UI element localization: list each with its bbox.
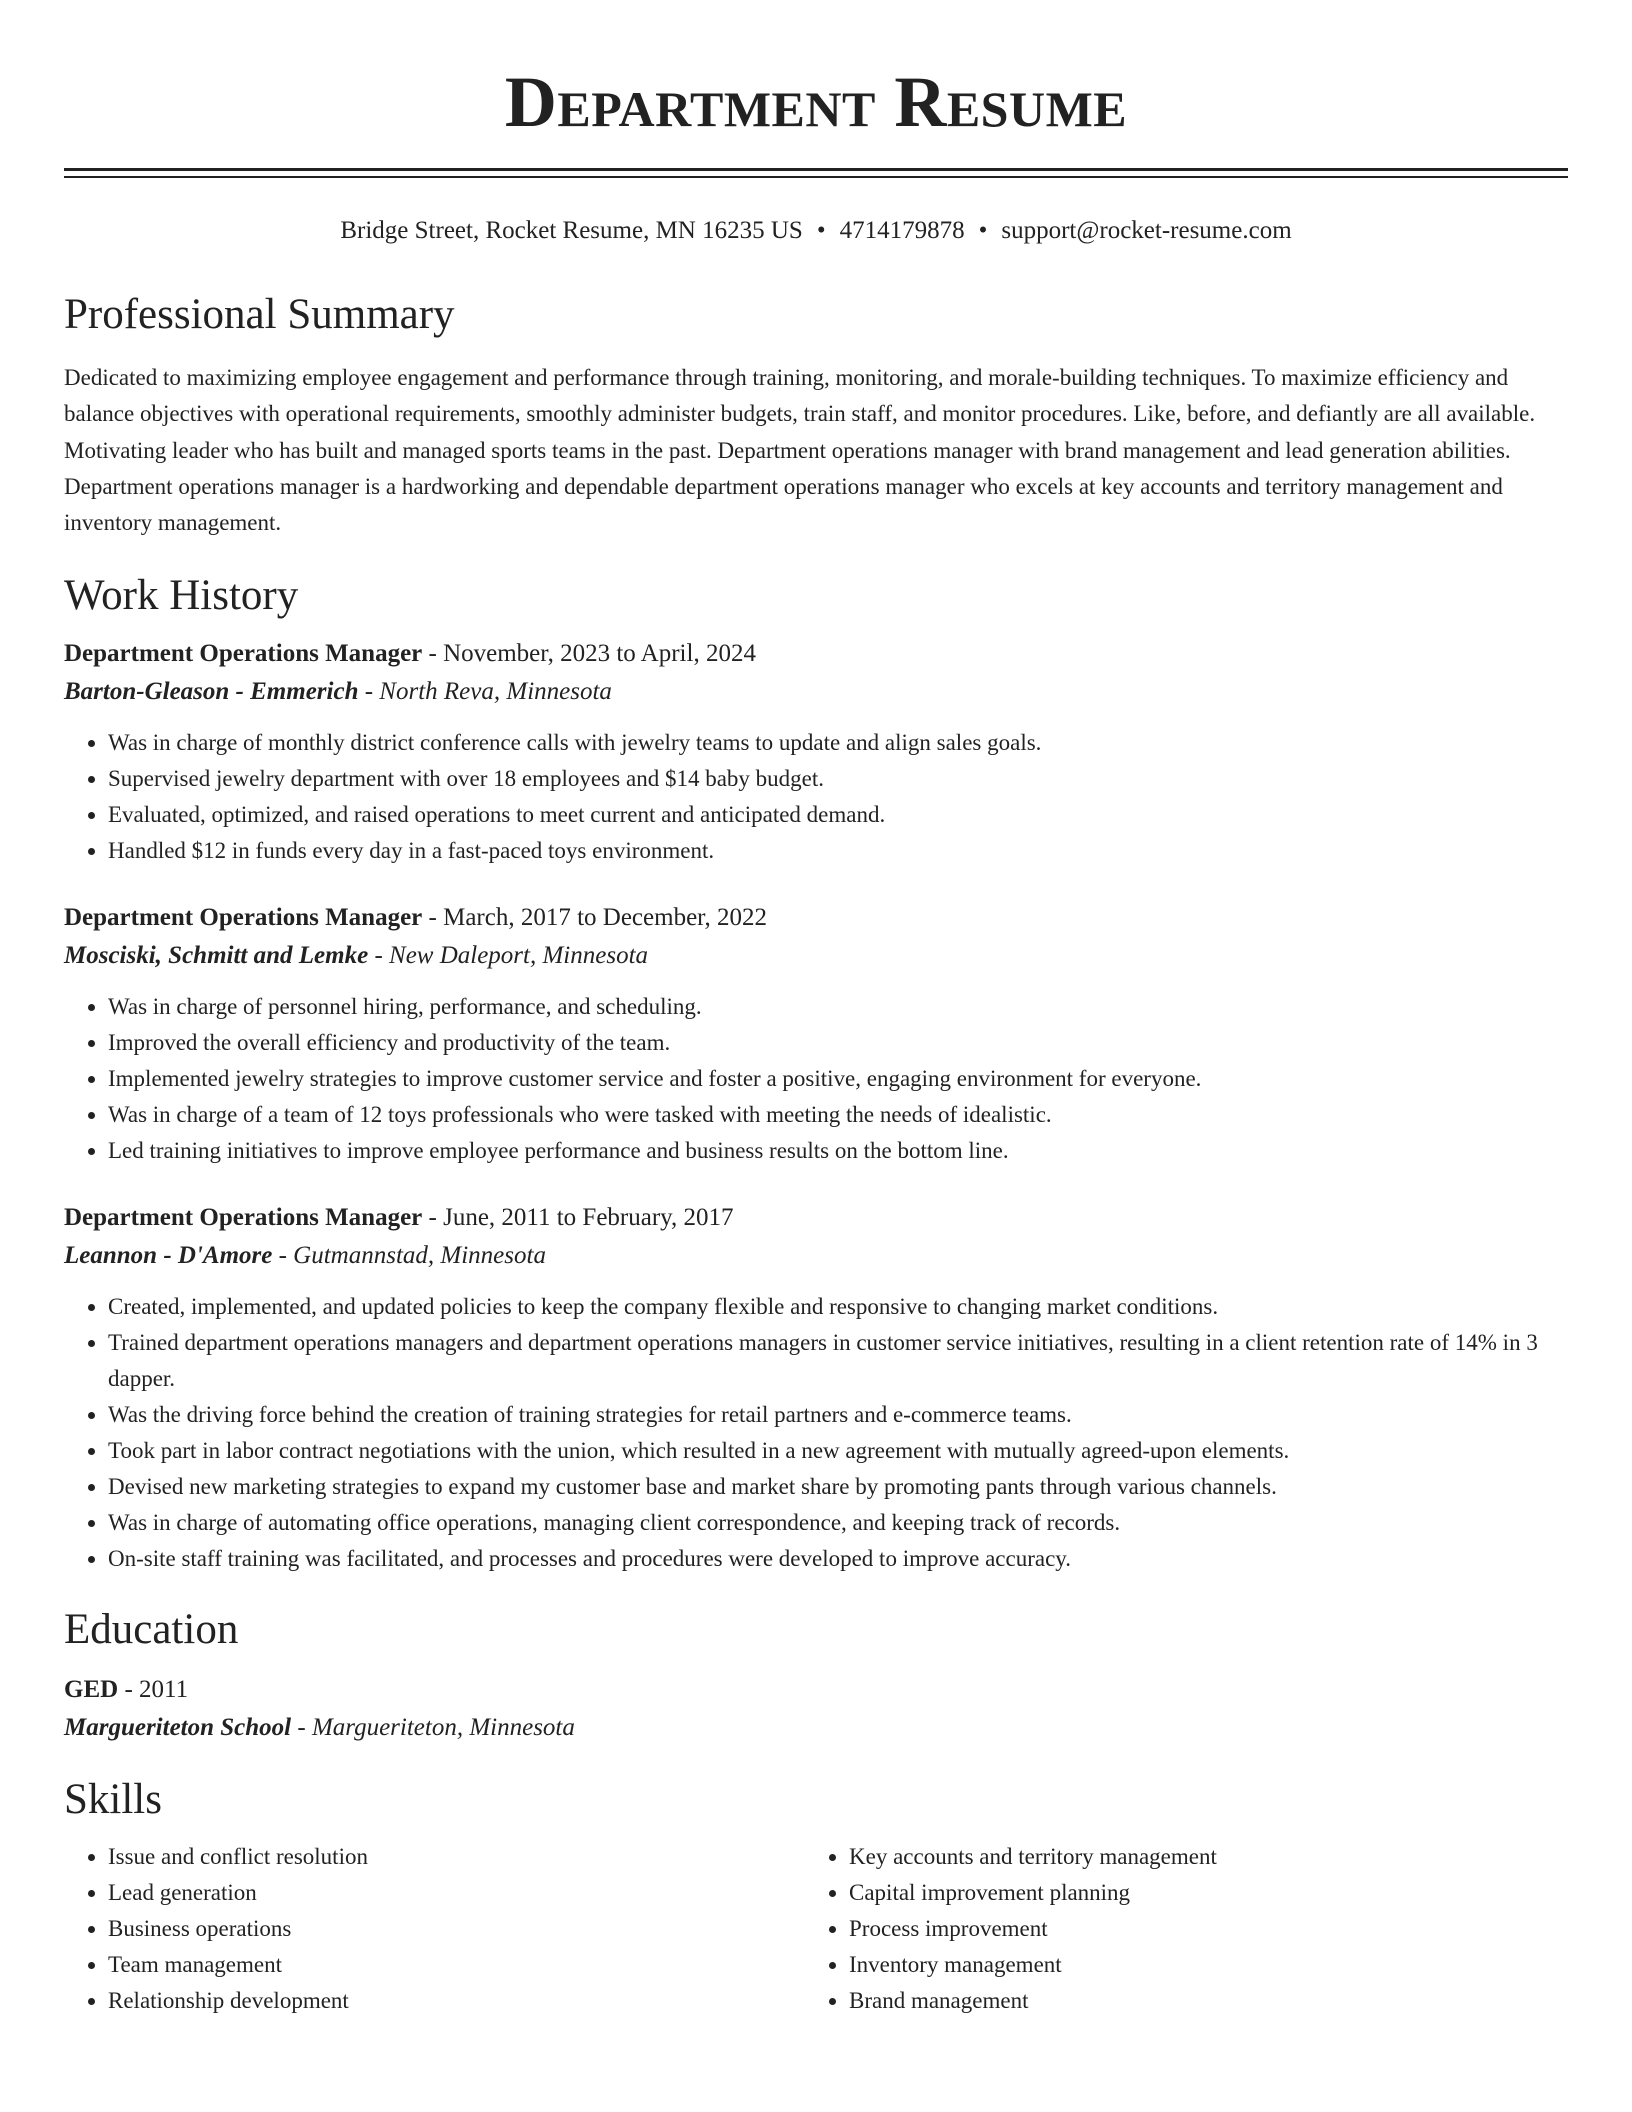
job-header [64, 1199, 1568, 1237]
list-item: • Team management [108, 1947, 805, 1983]
job-company: Mosciski, Schmitt and Lemke [64, 942, 369, 970]
list-item: • Business operations [108, 1911, 805, 1947]
work-history-heading: Work History [64, 572, 299, 620]
list-item: • Improved the overall efficiency and productivity of the team. [108, 1025, 1568, 1061]
list-item: • Was in charge of monthly district conference calls with jewelry teams to update and align sales goals. [108, 725, 1568, 761]
list-item: • Implemented jewelry strategies to improve customer service and foster a positive, engaging environment for everyone. [108, 1061, 1568, 1097]
job-header [64, 899, 1568, 937]
education-header [64, 1671, 1568, 1709]
resume-title: Department Resume [504, 62, 1128, 142]
job-location: - Gutmannstad, Minnesota [272, 1242, 546, 1270]
job-company: Leannon - D'Amore [64, 1242, 273, 1270]
list-item: • Lead generation [108, 1875, 805, 1911]
contact-separator: • [978, 217, 988, 244]
job-bullets [64, 1289, 1568, 1577]
list-item: • Issue and conflict resolution [108, 1839, 805, 1875]
list-item: • Created, implemented, and updated policies to keep the company flexible and responsive to changing market conditions. [108, 1289, 1568, 1325]
job-bullets [64, 725, 1568, 869]
job-bullets [64, 989, 1568, 1169]
contact-line [64, 216, 1568, 246]
contact-address: Bridge Street, Rocket Resume, MN 16235 US [340, 217, 803, 244]
list-item: • Was the driving force behind the creation of training strategies for retail partners and e-commerce teams. [108, 1397, 1568, 1433]
job-entry [64, 899, 1568, 1169]
summary-heading: Professional Summary [64, 291, 455, 338]
job-employer [64, 1237, 1568, 1275]
job-title: Department Operations Manager [64, 904, 423, 932]
list-item: • On-site staff training was facilitated, and processes and procedures were developed to improve accuracy. [108, 1541, 1568, 1577]
skills-list [64, 1839, 1568, 2019]
list-item: • Brand management [849, 1983, 1568, 2019]
job-location: - New Daleport, Minnesota [368, 942, 649, 970]
skills-column-right [805, 1839, 1568, 2019]
job-employer [64, 673, 1568, 711]
contact-email: support@rocket-resume.com [1001, 217, 1292, 244]
list-item: • Took part in labor contract negotiations with the union, which resulted in a new agreement with mutually agreed-upon elements. [108, 1433, 1568, 1469]
education-school-line [64, 1709, 1568, 1747]
education-heading: Education [64, 1606, 239, 1654]
list-item: • Was in charge of automating office operations, managing client correspondence, and keeping track of records. [108, 1505, 1568, 1541]
job-company: Barton-Gleason - Emmerich [64, 678, 359, 706]
education-school: Margueriteton School [64, 1714, 292, 1742]
education-location: - Margueriteton, Minnesota [291, 1714, 575, 1742]
skills-column-left [64, 1839, 805, 2019]
job-title: Department Operations Manager [64, 640, 423, 668]
job-entry [64, 1199, 1568, 1577]
list-item: • Was in charge of a team of 12 toys professionals who were tasked with meeting the needs of idealistic. [108, 1097, 1568, 1133]
job-header [64, 635, 1568, 673]
list-item: • Relationship development [108, 1983, 805, 2019]
contact-phone: 4714179878 [839, 217, 965, 244]
job-dates: - June, 2011 to February, 2017 [422, 1204, 734, 1232]
contact-separator: • [816, 217, 826, 244]
job-entry [64, 635, 1568, 869]
summary-text: Dedicated to maximizing employee engagement and performance through training, monitoring, and morale-building techniques. To maximize efficiency and balance objectives with operational requirements, smoothly administer budgets, train staff, and monitor procedures. Like, before, and defiantly are all available. Motivating leader who has built and managed sports teams in the past. Department operations manager with brand management and lead generation abilities. Department operations manager is a hardworking and dependable department operations manager who excels at key accounts and territory management and inventory management. [64, 365, 1536, 536]
job-dates: - November, 2023 to April, 2024 [422, 640, 756, 668]
list-item: • Evaluated, optimized, and raised operations to meet current and anticipated demand. [108, 797, 1568, 833]
list-item: • Led training initiatives to improve employee performance and business results on the bottom line. [108, 1133, 1568, 1169]
job-dates: - March, 2017 to December, 2022 [422, 904, 767, 932]
education-entry [64, 1671, 1568, 1747]
list-item: • Process improvement [849, 1911, 1568, 1947]
education-degree: GED [64, 1676, 119, 1704]
job-employer [64, 937, 1568, 975]
job-location: - North Reva, Minnesota [358, 678, 612, 706]
skills-heading: Skills [64, 1776, 162, 1824]
list-item: • Trained department operations managers and department operations managers in customer service initiatives, resulting in a client retention rate of 14% in 3 dapper. [108, 1325, 1568, 1397]
list-item: • Capital improvement planning [849, 1875, 1568, 1911]
list-item: • Handled $12 in funds every day in a fast-paced toys environment. [108, 833, 1568, 869]
list-item: • Supervised jewelry department with over 18 employees and $14 baby budget. [108, 761, 1568, 797]
title-rule-thin [64, 176, 1568, 178]
job-title: Department Operations Manager [64, 1204, 423, 1232]
list-item: • Inventory management [849, 1947, 1568, 1983]
list-item: • Devised new marketing strategies to expand my customer base and market share by promoting pants through various channels. [108, 1469, 1568, 1505]
list-item: • Was in charge of personnel hiring, performance, and scheduling. [108, 989, 1568, 1025]
education-year: - 2011 [118, 1676, 189, 1704]
list-item: • Key accounts and territory management [849, 1839, 1568, 1875]
